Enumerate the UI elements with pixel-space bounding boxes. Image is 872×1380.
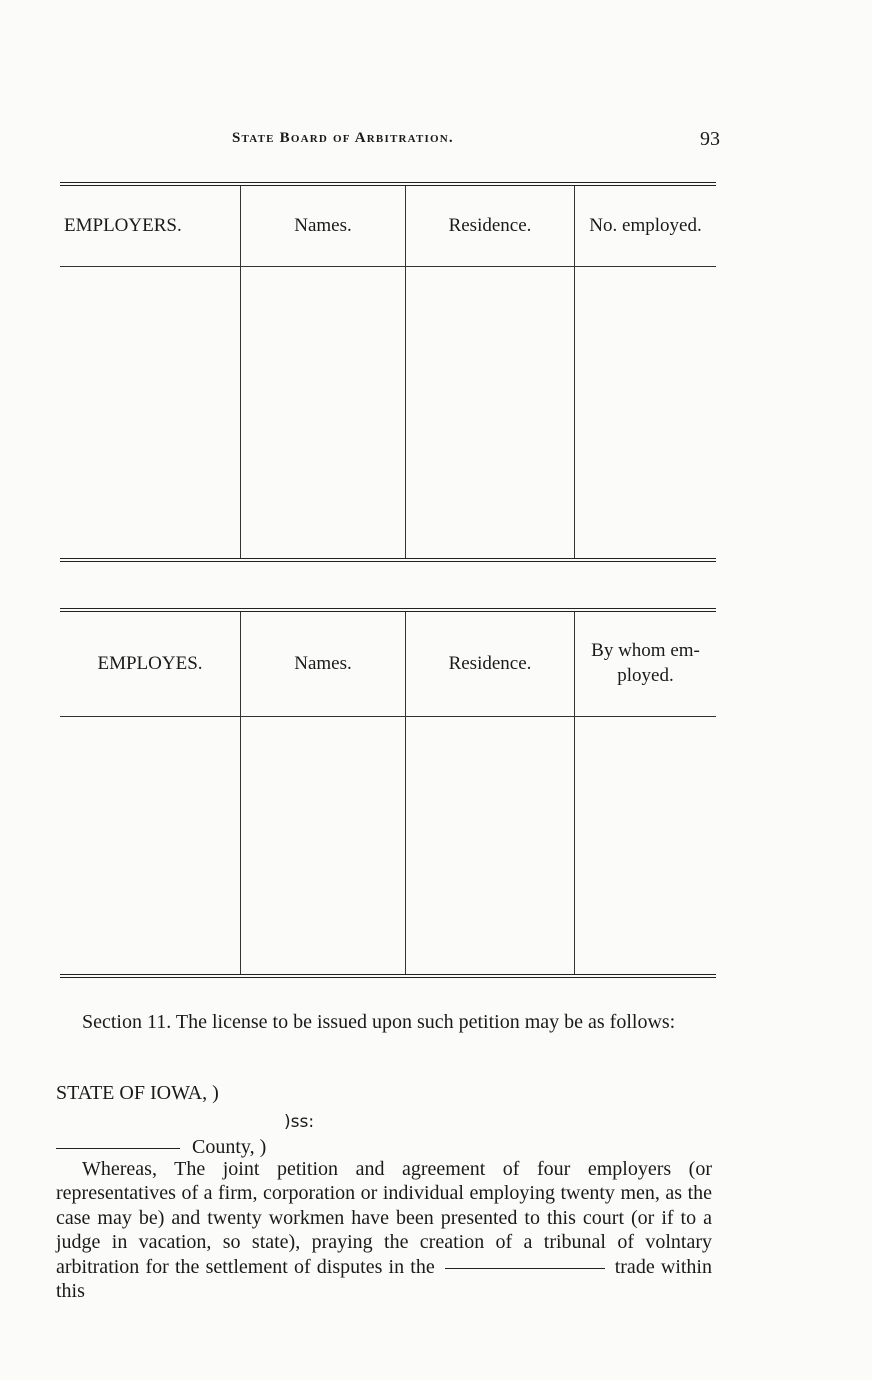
employes-table	[60, 608, 716, 978]
table-row	[60, 717, 716, 975]
table-cell	[575, 717, 717, 975]
table-cell	[241, 267, 406, 559]
trade-blank	[445, 1268, 605, 1269]
table-cell	[406, 267, 575, 559]
employers-table	[60, 182, 716, 562]
employes-header: EMPLOYES.	[60, 612, 241, 717]
state-line: STATE OF IOWA, )	[56, 1082, 219, 1104]
table-row	[60, 267, 716, 559]
whereas-text: Whereas, The joint petition and agreement of four employers (or representatives of a firm, corporation or individual employing twenty men, as the case may be) and twenty workmen have been presented to this court (or if to a judge in vacation, so state), praying the creation of a tribunal of volntary arbitration for the settlement of disputes in the	[56, 1158, 712, 1278]
whereas-text-end: trade within this	[56, 1255, 712, 1303]
county-label: County, )	[192, 1136, 267, 1158]
ss-line: )ss:	[284, 1112, 315, 1132]
employers-header: EMPLOYERS.	[60, 186, 241, 267]
names-header: Names.	[241, 612, 406, 717]
table-cell	[406, 717, 575, 975]
county-line	[56, 1136, 266, 1159]
number-employed-header: No. employed.	[575, 186, 717, 267]
county-blank	[56, 1148, 180, 1149]
residence-header: Residence.	[406, 612, 575, 717]
section-11-text: Section 11. The license to be issued upon such petition may be as follows:	[82, 1011, 676, 1033]
running-title: State Board of Arbitration.	[232, 130, 454, 146]
table-cell	[60, 267, 241, 559]
venue-caption	[56, 1082, 456, 1160]
whereas-paragraph	[56, 1157, 712, 1303]
by-whom-employed-header: By whom em- ployed.	[575, 612, 717, 717]
residence-header: Residence.	[406, 186, 575, 267]
page-number: 93	[700, 128, 720, 150]
page-header	[60, 128, 720, 156]
table-cell	[241, 717, 406, 975]
names-header: Names.	[241, 186, 406, 267]
table-cell	[60, 717, 241, 975]
table-cell	[575, 267, 717, 559]
